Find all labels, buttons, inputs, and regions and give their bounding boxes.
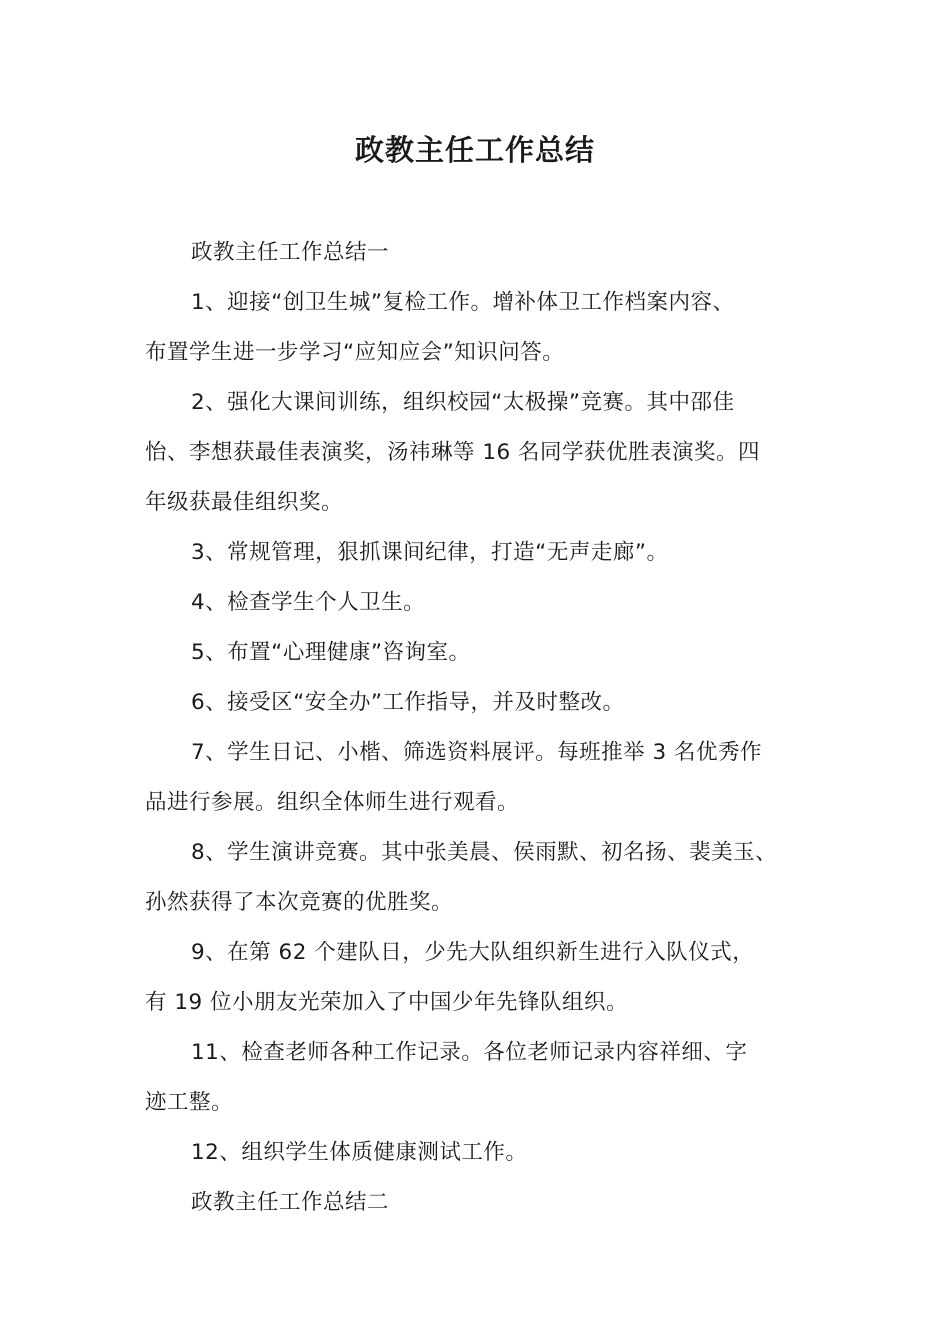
document-body: [145, 228, 825, 1228]
paragraph-item-3: [145, 528, 825, 578]
paragraph-line: 4、检查学生个人卫生。: [191, 590, 426, 615]
paragraph-line: 6、接受区“安全办”工作指导，并及时整改。: [191, 690, 625, 715]
paragraph-line: 年级获最佳组织奖。: [145, 490, 344, 515]
paragraph-line: 7、学生日记、小楷、筛选资料展评。每班推举 3 名优秀作: [191, 740, 763, 765]
paragraph-item-8: [145, 828, 825, 928]
paragraph-item-9: [145, 928, 825, 1028]
paragraph-item-6: [145, 678, 825, 728]
document-title: 政教主任工作总结: [354, 133, 595, 167]
paragraph-line: 品进行参展。组织全体师生进行观看。: [145, 790, 520, 815]
paragraph-line: 9、在第 62 个建队日，少先大队组织新生进行入队仪式，: [191, 940, 755, 965]
paragraph-line: 孙然获得了本次竞赛的优胜奖。: [145, 890, 454, 915]
paragraph-line: 1、迎接“创卫生城”复检工作。增补体卫工作档案内容、: [191, 290, 735, 315]
paragraph-line: 布置学生进一步学习“应知应会”知识问答。: [145, 340, 565, 365]
paragraph-item-7: [145, 728, 825, 828]
paragraph-line: 3、常规管理，狠抓课间纪律，打造“无声走廊”。: [191, 540, 669, 565]
section-heading-2: [145, 1178, 825, 1228]
section-heading-1: [145, 228, 825, 278]
paragraph-item-11: [145, 1028, 825, 1128]
paragraph-item-12: [145, 1128, 825, 1178]
paragraph-line: 8、学生演讲竞赛。其中张美晨、侯雨默、初名扬、裴美玉、: [191, 840, 778, 865]
paragraph-line: 2、强化大课间训练，组织校园“太极操”竞赛。其中邵佳: [191, 390, 735, 415]
paragraph-line: 迹工整。: [145, 1090, 234, 1115]
paragraph-item-1: [145, 278, 825, 378]
paragraph-item-4: [145, 578, 825, 628]
paragraph-line: 有 19 位小朋友光荣加入了中国少年先锋队组织。: [145, 990, 629, 1015]
paragraph-item-5: [145, 628, 825, 678]
paragraph-line: 12、组织学生体质健康测试工作。: [191, 1140, 528, 1165]
paragraph-line: 政教主任工作总结二: [191, 1190, 390, 1215]
paragraph-line: 11、检查老师各种工作记录。各位老师记录内容祥细、字: [191, 1040, 748, 1065]
paragraph-item-2: [145, 378, 825, 528]
paragraph-line: 怡、李想获最佳表演奖，汤祎琳等 16 名同学获优胜表演奖。四: [145, 440, 761, 465]
paragraph-line: 政教主任工作总结一: [191, 240, 390, 265]
paragraph-line: 5、布置“心理健康”咨询室。: [191, 640, 471, 665]
